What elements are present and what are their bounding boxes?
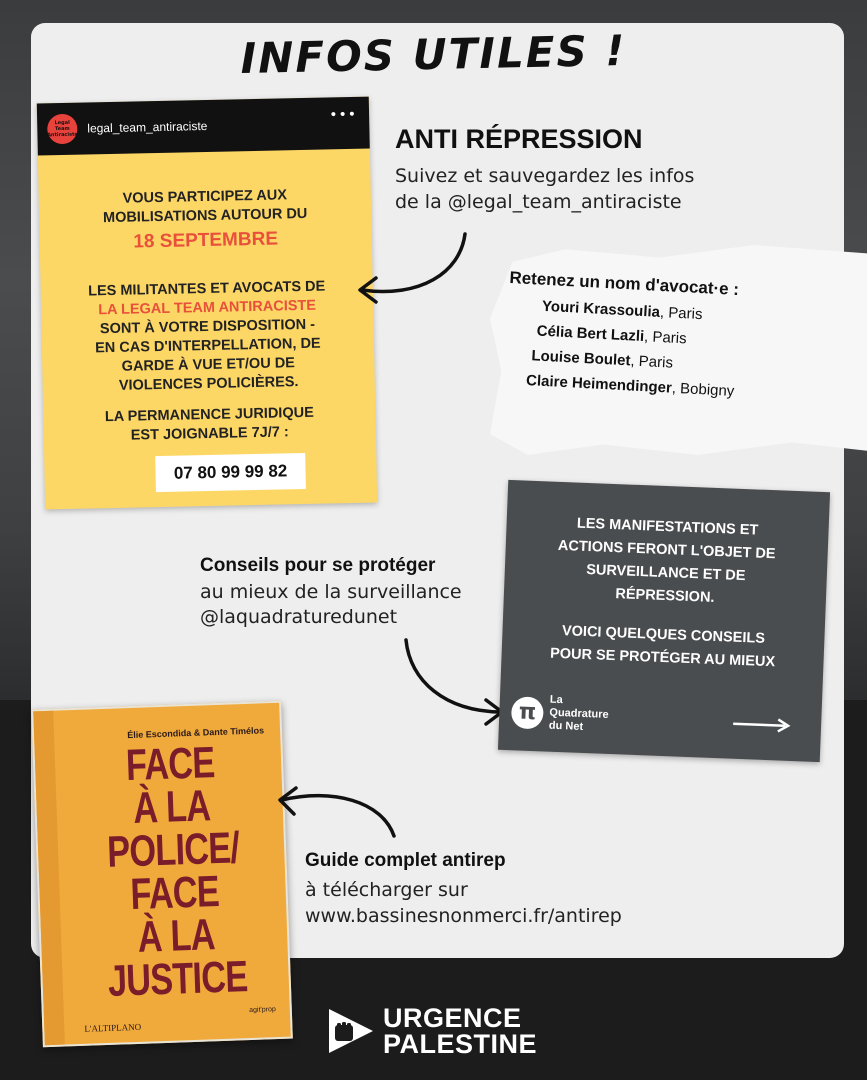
instagram-post-header <box>37 97 370 156</box>
pi-icon: π <box>511 696 544 729</box>
lawyer-item: Célia Bert Lazli, Paris <box>536 322 688 348</box>
lawyers-note <box>504 268 840 405</box>
lawyers-title: Retenez un nom d'avocat·e : <box>509 268 740 300</box>
curved-arrow-icon <box>350 228 470 308</box>
surveillance-card-text: LES MANIFESTATIONS ET ACTIONS FERONT L'OBJET DE SURVEILLANCE ET DE RÉPRESSION. <box>557 515 776 606</box>
fist-flag-icon <box>325 1005 377 1057</box>
page-title: INFOS UTILES ! <box>240 25 627 84</box>
book-authors: Élie Escondida & Dante Timélos <box>127 725 265 741</box>
anti-repression-text: Suivez et sauvegardez les infos de la @legal_team_antiraciste <box>395 165 695 213</box>
book-publisher: L'ALTIPLANO <box>84 1021 142 1034</box>
post-text-legal-team: LES MILITANTES ET AVOCATS DE LA LEGAL TEAM ANTIRACISTE SONT À VOTRE DISPOSITION - EN CAS D'INTERPELLATION, DE GARDE À VUE ET/OU DE VIOLENCES POLICIÈRES. <box>88 278 326 394</box>
more-options-icon: ••• <box>329 106 358 124</box>
book-title: FACE À LA POLICE/ FACE À LA JUSTICE <box>106 738 249 1006</box>
post-text-permanence: LA PERMANENCE JURIDIQUE EST JOIGNABLE 7J/7 : <box>104 404 314 444</box>
lawyer-item: Claire Heimendinger, Bobigny <box>525 372 735 400</box>
anti-repression-heading: ANTI RÉPRESSION <box>395 124 643 154</box>
arrow-right-icon <box>733 717 791 733</box>
book-publisher-collection: agit'prop <box>249 1006 276 1015</box>
surveillance-card-advice: VOICI QUELQUES CONSEILS POUR SE PROTÉGER AU MIEUX <box>549 623 776 671</box>
guide-text: à télécharger sur www.bassinesnonmerci.fr/antirep <box>305 879 622 927</box>
post-date: 18 SEPTEMBRE <box>133 228 279 253</box>
surveillance-text: au mieux de la surveillance @laquadraturedunet <box>200 581 462 628</box>
phone-number: 07 80 99 99 82 <box>155 453 306 492</box>
quadrature-logo: π La Quadrature du Net <box>511 692 610 735</box>
instagram-handle: legal_team_antiraciste <box>87 118 208 136</box>
post-text-intro: VOUS PARTICIPEZ AUX MOBILISATIONS AUTOUR DU 18 SEPTEMBRE <box>39 185 372 254</box>
book-cover <box>31 701 293 1048</box>
surveillance-heading: Conseils pour se protéger <box>200 555 436 576</box>
instagram-post-card <box>37 97 377 510</box>
curved-arrow-icon <box>272 786 402 841</box>
lawyer-item: Louise Boulet, Paris <box>530 347 674 372</box>
surveillance-card <box>498 480 830 762</box>
guide-heading: Guide complet antirep <box>305 850 506 871</box>
lawyer-item: Youri Krassoulia, Paris <box>541 297 703 324</box>
curved-arrow-icon <box>400 636 510 726</box>
urgence-palestine-logo: URGENCE PALESTINE <box>325 1005 537 1057</box>
guide-link[interactable]: www.bassinesnonmerci.fr/antirep <box>305 905 622 927</box>
avatar: Legal Team Antiraciste <box>47 114 78 145</box>
